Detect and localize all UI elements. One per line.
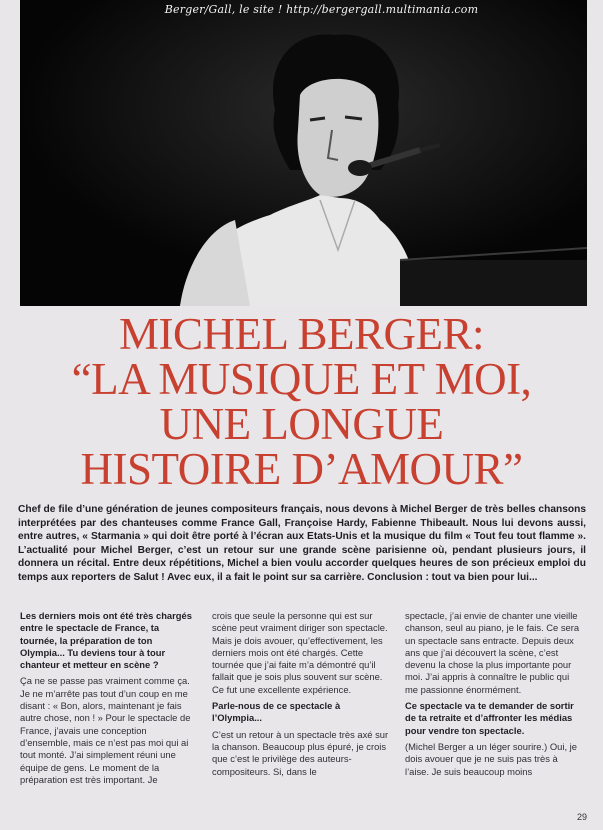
- headline: [0, 309, 603, 494]
- article-column-1: [20, 610, 198, 790]
- intro-paragraph: Chef de file d’une génération de jeunes compositeurs français, nous devons à Michel Berger de très belles chansons interprétées par des chanteuses comme France Gall, Françoise Hardy, Fabienne Thibeault. Nous lui devons aussi, entre autres, « Starmania » qui doit être porté à l’écran aux Etats-Unis et la musique du film « Tout feu tout flamme ». L’actualité pour Michel Berger, c’est un retour sur une grande scène parisienne où, pendant plusieurs jours, il donnera un récital. Entre deux répétitions, Michel a bien voulu accorder quelques heures de son précieux emploi du temps aux reporters de Salut ! Avec eux, il a fait le point sur sa carrière. Conclusion : tout va bien pour lui...: [18, 504, 586, 583]
- photo-michel-berger: [20, 0, 587, 306]
- interview-answer: Ça ne se passe pas vraiment comme ça. Je ne m’arrête pas tout d’un coup en me disant : « Bon, alors, maintenant je fais autre chose, non ! » Pour le spectacle de France, j’avais une conception d’ensemble, mais ce n’est pas moi qui ai tout monté. J’ai simplement réuni une équipe de gens. Le moment de la préparation est très important. Je: [20, 675, 191, 785]
- headline-line-3: UNE LONGUE: [159, 399, 444, 449]
- interview-answer: (Michel Berger a un léger sourire.) Oui, je dois avouer que je ne suis pas très à l’aise. Je suis beaucoup moins: [405, 740, 577, 777]
- interview-question: Ce spectacle va te demander de sortir de ta retraite et d’affronter les médias pour vendre ton spectacle.: [405, 700, 574, 736]
- headline-line-2: “LA MUSIQUE ET MOI,: [71, 354, 532, 404]
- article-column-3: [405, 610, 583, 782]
- photo-illustration: [20, 0, 587, 306]
- interview-answer: spectacle, j’ai envie de chanter une vieille chanson, seul au piano, je le fais. Ce sera un spectacle sans entracte. Depuis deux ans que j’ai découvert la scène, c’est devenu la chose la plus importante pour moi. J’ai appris à connaître le public qui me passionne énormément.: [405, 610, 580, 695]
- article-column-2: [212, 610, 390, 782]
- interview-answer: C’est un retour à un spectacle très axé sur la chanson. Beaucoup plus épuré, je crois que c’est le privilège des auteurs-compositeurs. Si, dans le: [212, 728, 389, 777]
- page-number: 29: [576, 812, 587, 822]
- watermark-caption: Berger/Gall, le site ! http://bergergall.multimania.com: [164, 3, 479, 16]
- interview-answer: crois que seule la personne qui est sur scène peut vraiment diriger son spectacle. Mais je dois avouer, qu’effectivement, les derniers mois ont été chargés. Cette tournée que j’ai faite m’a démontré qu’il fallait que je sois plus souvent sur scène. Ce fut une excellente expérience.: [212, 610, 388, 695]
- headline-line-4: HISTOIRE D’AMOUR”: [80, 444, 523, 494]
- headline-line-1: MICHEL BERGER:: [118, 309, 485, 359]
- interview-question: Parle-nous de ce spectacle à l’Olympia...: [212, 700, 341, 724]
- interview-question: Les derniers mois ont été très chargés entre le spectacle de France, ta tournée, la préparation de ton Olympia... Tu deviens tour à tour chanteur et metteur en scène ?: [20, 610, 192, 671]
